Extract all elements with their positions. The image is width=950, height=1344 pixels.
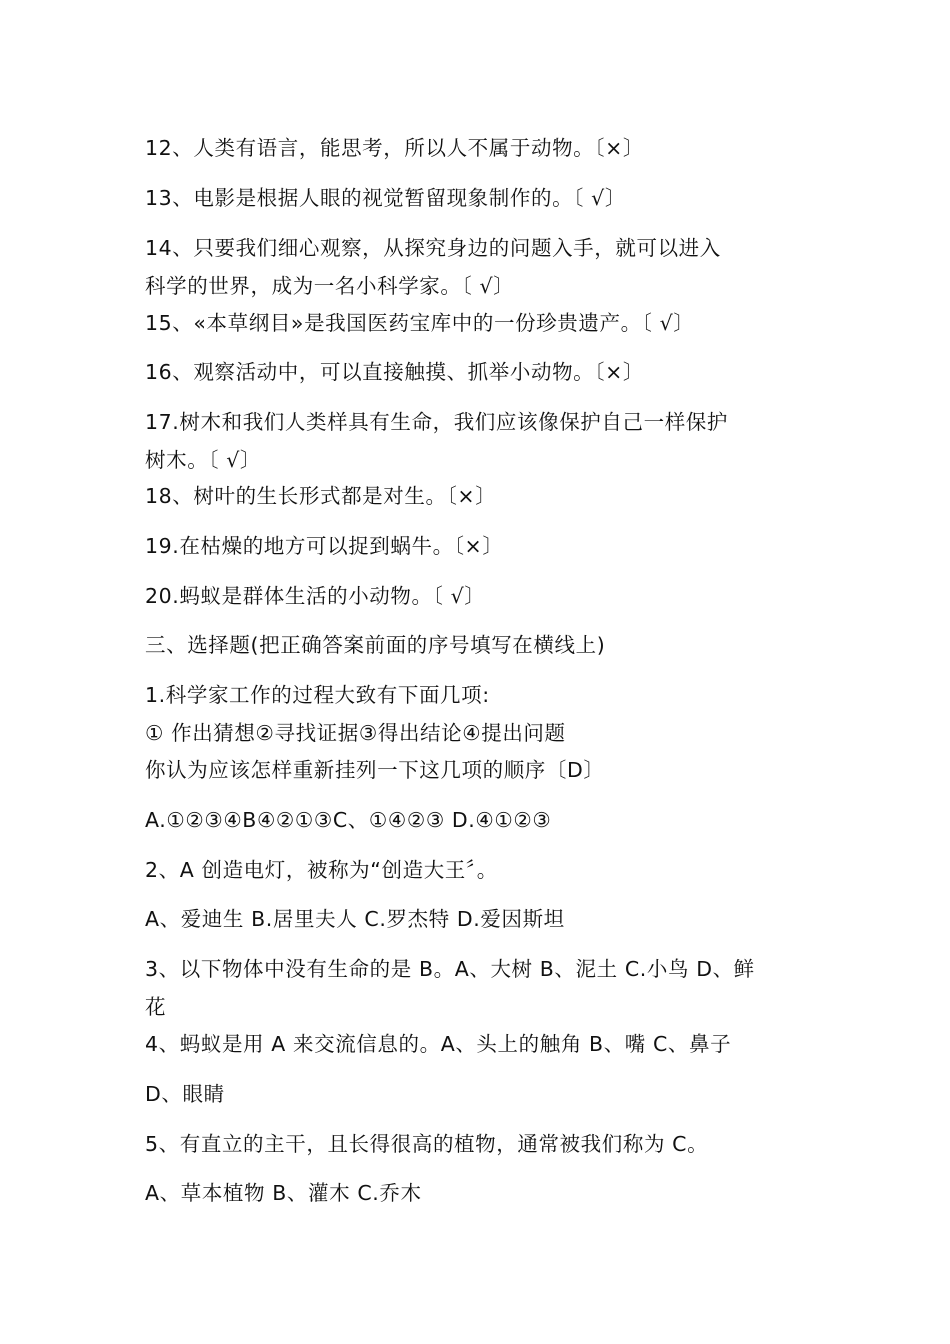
statement-18: 18、树叶的生长形式都是对生。〔×〕: [145, 484, 497, 508]
statement-16: 16、观察活动中，可以直接触摸、抓举小动物。〔×〕: [145, 360, 645, 384]
statement-14-line1: 14、只要我们细心观察，从探究身边的问题入手，就可以进入: [145, 236, 721, 260]
statement-20: 20.蚂蚁是群体生活的小动物。〔 √〕: [145, 584, 486, 608]
question-3-line1: 3、以下物体中没有生命的是 B。A、大树 B、泥土 C.小鸟 D、鲜: [145, 957, 755, 981]
question-1: 1.科学家工作的过程大致有下面几项:: [145, 683, 490, 707]
question-4-line1: 4、蚂蚁是用 A 来交流信息的。A、头上的触角 B、嘴 C、鼻子: [145, 1032, 732, 1056]
question-1-steps: ① 作出猜想②寻找证据③得出结论④提出问题: [145, 721, 566, 745]
question-2: 2、A 创造电灯，被称为“创造大王〞。: [145, 858, 498, 882]
statement-17-line2: 树木。〔 √〕: [145, 448, 262, 472]
question-2-options: A、爱迪生 B.居里夫人 C.罗杰特 D.爱因斯坦: [145, 907, 565, 931]
section-heading-choice: 三、选择题(把正确答案前面的序号填写在横线上): [145, 633, 606, 657]
statement-13: 13、电影是根据人眼的视觉暂留现象制作的。〔 √〕: [145, 186, 626, 210]
question-4-line2: D、眼睛: [145, 1082, 225, 1106]
statement-17-line1: 17.树木和我们人类样具有生命，我们应该像保护自己一样保护: [145, 410, 728, 434]
question-1-options: A.①②③④B④②①③C、①④②③ D.④①②③: [145, 808, 552, 832]
statement-19: 19.在枯燥的地方可以捉到蜗牛。〔×〕: [145, 534, 504, 558]
statement-12: 12、人类有语言，能思考，所以人不属于动物。〔×〕: [145, 136, 645, 160]
question-3-line2: 花: [145, 995, 167, 1019]
question-1-prompt: 你认为应该怎样重新挂列一下这几项的顺序〔D〕: [145, 758, 605, 782]
question-5: 5、有直立的主干，且长得很高的植物，通常被我们称为 C。: [145, 1132, 709, 1156]
statement-15: 15、«本草纲目»是我国医药宝库中的一份珍贵遗产。〔 √〕: [145, 311, 695, 335]
question-5-options: A、草本植物 B、灌木 C.乔木: [145, 1181, 422, 1205]
statement-14-line2: 科学的世界，成为一名小科学家。〔 √〕: [145, 274, 515, 298]
